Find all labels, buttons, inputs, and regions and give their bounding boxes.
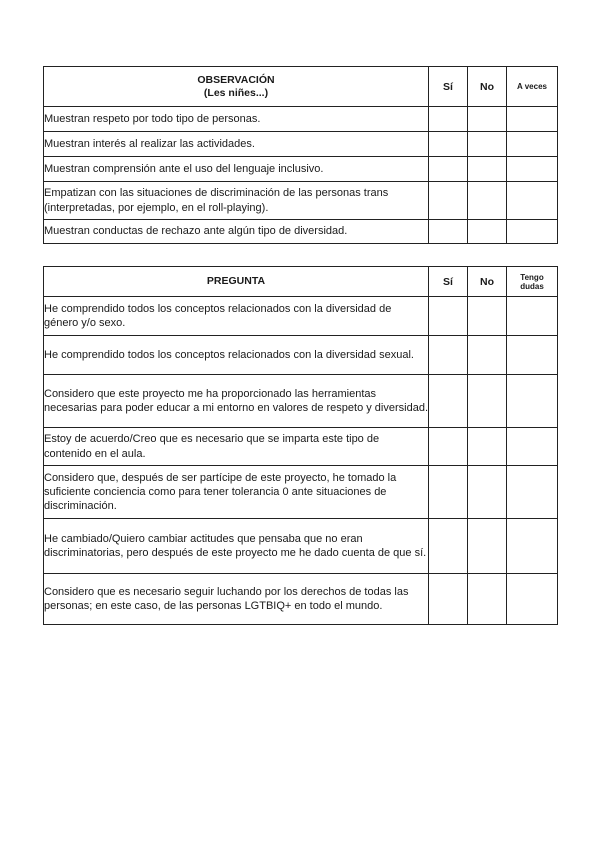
table-row: [44, 519, 558, 574]
answer-cell-tengo-dudas[interactable]: [507, 519, 558, 574]
answer-cell-a-veces[interactable]: [507, 220, 558, 244]
answer-cell-no[interactable]: [468, 428, 507, 466]
answer-cell-no[interactable]: [468, 182, 507, 220]
answer-cell-tengo-dudas[interactable]: [507, 297, 558, 336]
observation-item: Muestran respeto por todo tipo de personas.: [44, 107, 429, 132]
answer-cell-si[interactable]: [429, 428, 468, 466]
column-header-si: Sí: [429, 67, 468, 107]
table-row: [44, 428, 558, 466]
observation-header-subtitle: (Les niñes...): [203, 86, 269, 99]
answer-cell-a-veces[interactable]: [507, 157, 558, 182]
table-row: [44, 107, 558, 132]
answer-cell-si[interactable]: [429, 182, 468, 220]
column-header-a-veces: A veces: [507, 67, 558, 107]
answer-cell-si[interactable]: [429, 375, 468, 428]
answer-cell-si[interactable]: [429, 336, 468, 375]
answer-cell-si[interactable]: [429, 107, 468, 132]
observation-header-title: OBSERVACIÓN: [197, 73, 275, 86]
table-row: [44, 336, 558, 375]
column-header-si: Sí: [429, 267, 468, 297]
observation-item: Muestran interés al realizar las actividades.: [44, 132, 429, 157]
answer-cell-si[interactable]: [429, 157, 468, 182]
answer-cell-no[interactable]: [468, 336, 507, 375]
column-header-tengo: Tengo: [520, 272, 544, 282]
answer-cell-tengo-dudas[interactable]: [507, 336, 558, 375]
answer-cell-si[interactable]: [429, 574, 468, 625]
question-header-title: PREGUNTA: [44, 267, 429, 297]
answer-cell-no[interactable]: [468, 574, 507, 625]
answer-cell-a-veces[interactable]: [507, 107, 558, 132]
question-item: Considero que, después de ser partícipe de este proyecto, he tomado la suficiente conciencia como para tener tolerancia 0 ante situaciones de discriminación.: [44, 466, 429, 519]
table-row: [44, 375, 558, 428]
answer-cell-a-veces[interactable]: [507, 182, 558, 220]
table-row: [44, 574, 558, 625]
observation-item: Muestran conductas de rechazo ante algún tipo de diversidad.: [44, 220, 429, 244]
column-header-tengo-dudas: [507, 267, 558, 297]
table-row: [44, 297, 558, 336]
answer-cell-si[interactable]: [429, 466, 468, 519]
observation-item: Empatizan con las situaciones de discriminación de las personas trans (interpretadas, por ejemplo, en el roll-playing).: [44, 182, 429, 220]
question-item: Estoy de acuerdo/Creo que es necesario que se imparta este tipo de contenido en el aula.: [44, 428, 429, 466]
answer-cell-no[interactable]: [468, 220, 507, 244]
answer-cell-si[interactable]: [429, 220, 468, 244]
answer-cell-no[interactable]: [468, 132, 507, 157]
answer-cell-no[interactable]: [468, 157, 507, 182]
answer-cell-tengo-dudas[interactable]: [507, 428, 558, 466]
column-header-no: No: [468, 67, 507, 107]
answer-cell-tengo-dudas[interactable]: [507, 466, 558, 519]
answer-cell-no[interactable]: [468, 466, 507, 519]
observation-table: [43, 66, 558, 244]
question-table: [43, 266, 558, 625]
answer-cell-no[interactable]: [468, 107, 507, 132]
table-row: [44, 220, 558, 244]
question-item: He comprendido todos los conceptos relacionados con la diversidad sexual.: [44, 336, 429, 375]
column-header-dudas: dudas: [520, 281, 544, 291]
question-item: Considero que este proyecto me ha proporcionado las herramientas necesarias para poder educar a mi entorno en valores de respeto y diversidad.: [44, 375, 429, 428]
question-item: Considero que es necesario seguir luchando por los derechos de todas las personas; en este caso, de las personas LGTBIQ+ en todo el mundo.: [44, 574, 429, 625]
question-item: He cambiado/Quiero cambiar actitudes que pensaba que no eran discriminatorias, pero después de este proyecto me he dado cuenta de que sí.: [44, 519, 429, 574]
answer-cell-si[interactable]: [429, 297, 468, 336]
question-item: He comprendido todos los conceptos relacionados con la diversidad de género y/o sexo.: [44, 297, 429, 336]
observation-header: [44, 67, 429, 107]
observation-item: Muestran comprensión ante el uso del lenguaje inclusivo.: [44, 157, 429, 182]
table-row: [44, 466, 558, 519]
answer-cell-no[interactable]: [468, 375, 507, 428]
answer-cell-tengo-dudas[interactable]: [507, 375, 558, 428]
column-header-no: No: [468, 267, 507, 297]
answer-cell-si[interactable]: [429, 132, 468, 157]
answer-cell-no[interactable]: [468, 519, 507, 574]
answer-cell-no[interactable]: [468, 297, 507, 336]
answer-cell-tengo-dudas[interactable]: [507, 574, 558, 625]
table-row: [44, 132, 558, 157]
table-row: [44, 182, 558, 220]
table-row: [44, 157, 558, 182]
answer-cell-a-veces[interactable]: [507, 132, 558, 157]
answer-cell-si[interactable]: [429, 519, 468, 574]
